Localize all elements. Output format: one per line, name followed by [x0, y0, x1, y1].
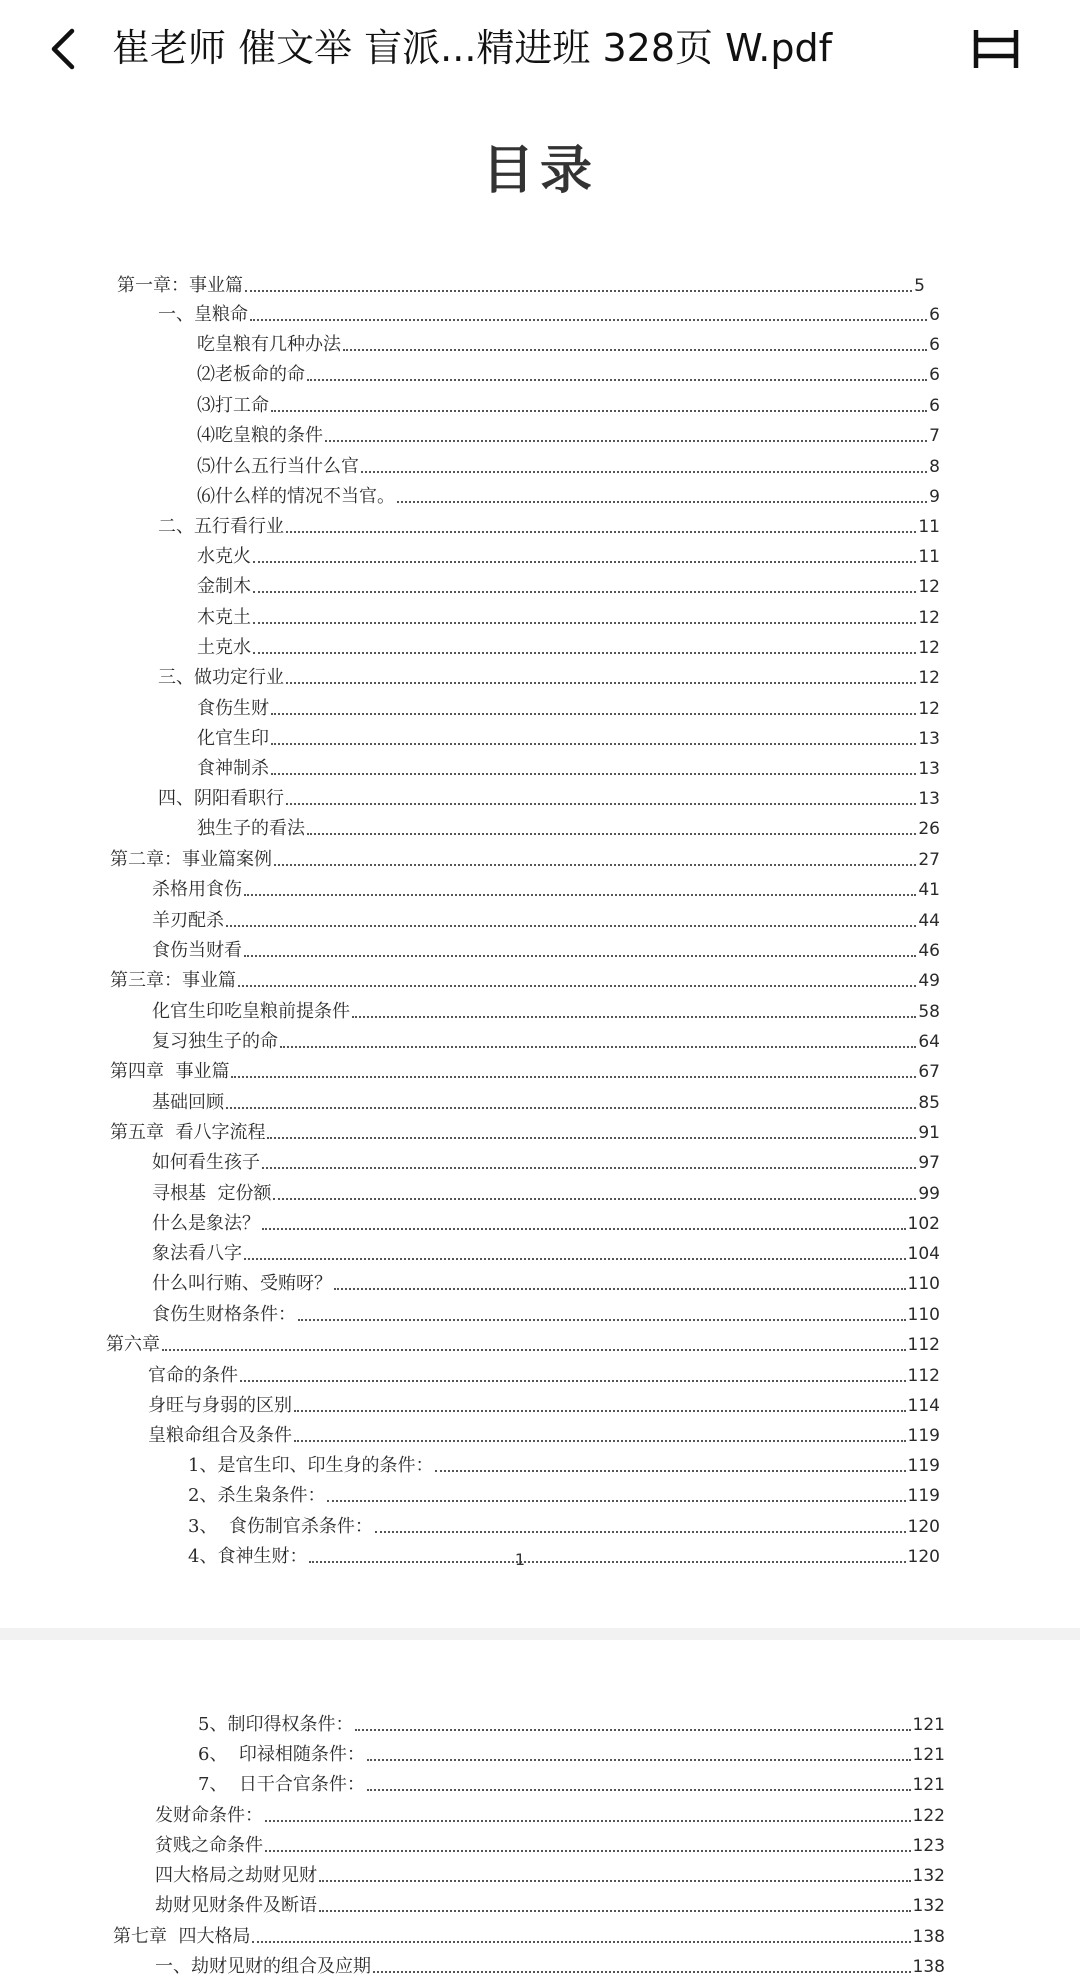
toc-entry-title: 象法看八字	[152, 1243, 242, 1264]
toc-leader-dots	[319, 1880, 911, 1882]
toc-entry-page: 110	[907, 1305, 940, 1325]
toc-entry-page: 12	[918, 668, 940, 688]
toc-entry[interactable]	[110, 966, 940, 992]
toc-entry-page: 132	[912, 1896, 945, 1916]
toc-entry[interactable]	[197, 603, 940, 629]
reader-menu-button[interactable]	[968, 24, 1024, 74]
toc-entry[interactable]	[152, 997, 940, 1023]
toc-leader-dots	[307, 379, 927, 381]
toc-entry-title: 化官生印吃皇粮前提条件	[152, 1001, 350, 1022]
toc-entry-title: 第一章：事业篇	[117, 275, 243, 296]
toc-leader-dots	[307, 833, 916, 835]
toc-leader-dots	[262, 1167, 916, 1169]
toc-entry-page: 132	[912, 1866, 945, 1886]
toc-entry-title: ⑶打工命	[197, 395, 269, 416]
reader-layout-icon	[972, 26, 1020, 72]
toc-entry[interactable]	[197, 421, 940, 447]
toc-entry[interactable]	[148, 1421, 940, 1447]
toc-entry-title: 独生子的看法	[197, 818, 305, 839]
toc-title: 目录	[481, 141, 598, 201]
toc-leader-dots	[271, 773, 916, 775]
toc-entry-title: ⑵老板命的命	[197, 364, 305, 385]
toc-leader-dots	[352, 1016, 916, 1018]
toc-entry[interactable]	[148, 1361, 940, 1387]
toc-entry-page: 120	[907, 1517, 940, 1537]
toc-entry-page: 26	[918, 819, 940, 839]
toc-entry[interactable]	[197, 452, 940, 478]
toc-entry-title: 3、 食伤制官杀条件：	[188, 1516, 373, 1537]
toc-entry[interactable]	[197, 542, 940, 568]
toc-leader-dots	[262, 1228, 906, 1230]
toc-entry-page: 6	[929, 305, 940, 325]
toc-entry-page: 12	[918, 638, 940, 658]
toc-leader-dots	[253, 561, 916, 563]
toc-entry-page: 12	[918, 577, 940, 597]
toc-entry-title: 二、五行看行业	[158, 516, 284, 537]
toc-leader-dots	[343, 349, 927, 351]
toc-entry[interactable]	[188, 1451, 940, 1477]
chevron-left-icon	[48, 27, 78, 71]
toc-entry-title: 吃皇粮有几种办法	[197, 334, 341, 355]
toc-leader-dots	[244, 894, 916, 896]
toc-leader-dots	[274, 864, 916, 866]
back-button[interactable]	[38, 24, 88, 74]
toc-entry-page: 6	[929, 396, 940, 416]
toc-leader-dots	[319, 1910, 911, 1912]
toc-entry[interactable]	[155, 1831, 945, 1857]
toc-entry-title: 1、是官生印、印生身的条件：	[188, 1455, 434, 1476]
toc-entry-title: 如何看生孩子	[152, 1152, 260, 1173]
toc-entry-page: 8	[929, 457, 940, 477]
toc-entry-page: 112	[907, 1335, 940, 1355]
toc-leader-dots	[252, 1941, 910, 1943]
toc-entry-title: 7、 日干合官条件：	[198, 1774, 365, 1795]
toc-entry-page: 12	[918, 608, 940, 628]
toc-entry-title: 木克土	[197, 607, 251, 628]
toc-leader-dots	[226, 925, 916, 927]
toc-entry-title: 5、制印得权条件：	[198, 1714, 354, 1735]
toc-entry-page: 6	[929, 365, 940, 385]
toc-entry[interactable]	[152, 906, 940, 932]
toc-entry[interactable]	[152, 1209, 940, 1235]
page-separator	[0, 1628, 1080, 1640]
toc-leader-dots	[238, 985, 916, 987]
toc-entry-page: 138	[912, 1927, 945, 1947]
toc-leader-dots	[245, 290, 912, 292]
toc-entry-title: ⑸什么五行当什么官	[197, 456, 359, 477]
toc-entry[interactable]	[152, 1088, 940, 1114]
toc-entry-title: 食伤生财格条件：	[152, 1304, 296, 1325]
toc-entry-title: 寻根基 定份额	[152, 1183, 272, 1204]
toc-entry-page: 27	[918, 850, 940, 870]
toc-entry-title: 四、阴阳看职行	[158, 788, 284, 809]
toc-entry[interactable]	[106, 1330, 940, 1356]
toc-entry-page: 85	[918, 1093, 940, 1113]
toc-entry-title: 第五章 看八字流程	[110, 1122, 266, 1143]
toc-leader-dots	[286, 803, 916, 805]
toc-entry-page: 13	[918, 729, 940, 749]
toc-entry[interactable]	[158, 663, 940, 689]
toc-leader-dots	[250, 319, 927, 321]
toc-entry-page: 104	[907, 1244, 940, 1264]
toc-leader-dots	[267, 1137, 916, 1139]
toc-entry[interactable]	[197, 754, 940, 780]
toc-entry-page: 138	[912, 1957, 945, 1977]
toc-entry[interactable]	[152, 1148, 940, 1174]
toc-entry-page: 46	[918, 941, 940, 961]
toc-entry[interactable]	[155, 1861, 945, 1887]
toc-leader-dots	[435, 1470, 905, 1472]
toc-entry-page: 112	[907, 1366, 940, 1386]
toc-entry-title: 一、劫财见财的组合及应期	[155, 1956, 371, 1977]
toc-entry[interactable]	[113, 1922, 945, 1948]
toc-entry[interactable]	[110, 845, 940, 871]
toc-entry-page: 49	[918, 971, 940, 991]
toc-leader-dots	[271, 713, 916, 715]
toc-entry-title: 第二章：事业篇案例	[110, 849, 272, 870]
toc-entry[interactable]	[155, 1891, 945, 1917]
toc-entry-page: 119	[907, 1486, 940, 1506]
toc-entry-title: 一、皇粮命	[158, 304, 248, 325]
toc-entry-title: 土克水	[197, 637, 251, 658]
toc-entry-page: 122	[912, 1806, 945, 1826]
toc-leader-dots	[334, 1288, 906, 1290]
toc-entry[interactable]	[197, 391, 940, 417]
toc-leader-dots	[226, 1107, 916, 1109]
toc-entry[interactable]	[158, 784, 940, 810]
toc-entry-page: 121	[912, 1745, 945, 1765]
toc-entry-title: 四大格局之劫财见财	[155, 1865, 317, 1886]
toc-entry-title: 皇粮命组合及条件	[148, 1425, 292, 1446]
toc-entry-page: 44	[918, 911, 940, 931]
pdf-page-2	[0, 1640, 1080, 1988]
toc-entry-title: 食伤生财	[197, 698, 269, 719]
toc-leader-dots	[244, 955, 916, 957]
toc-entry-page: 114	[907, 1396, 940, 1416]
toc-entry[interactable]	[152, 1027, 940, 1053]
toc-entry[interactable]	[155, 1801, 945, 1827]
toc-entry-page: 102	[907, 1214, 940, 1234]
toc-entry[interactable]	[148, 1391, 940, 1417]
toc-entry-title: 羊刃配杀	[152, 910, 224, 931]
toc-entry[interactable]	[117, 271, 925, 297]
toc-leader-dots	[294, 1440, 906, 1442]
toc-entry[interactable]	[188, 1481, 940, 1507]
toc-entry[interactable]	[155, 1952, 945, 1978]
toc-leader-dots	[271, 410, 927, 412]
toc-leader-dots	[265, 1850, 911, 1852]
toc-entry[interactable]	[188, 1512, 940, 1538]
toc-entry-page: 99	[918, 1184, 940, 1204]
toc-entry[interactable]	[152, 875, 940, 901]
toc-entry[interactable]	[197, 814, 940, 840]
toc-entry[interactable]	[110, 1057, 940, 1083]
toc-entry-page: 11	[918, 517, 940, 537]
toc-leader-dots	[244, 1258, 906, 1260]
toc-entry-title: ⑹什么样的情况不当官。	[197, 486, 395, 507]
toc-entry[interactable]	[152, 1239, 940, 1265]
toc-entry-title: 6、 印禄相随条件：	[198, 1744, 365, 1765]
toc-entry-page: 6	[929, 335, 940, 355]
toc-leader-dots	[373, 1971, 911, 1973]
toc-entry-page: 121	[912, 1775, 945, 1795]
toc-entry-page: 11	[918, 547, 940, 567]
toc-entry-title: 金制木	[197, 576, 251, 597]
toc-leader-dots	[162, 1349, 906, 1351]
toc-entry-title: 劫财见财条件及断语	[155, 1895, 317, 1916]
toc-leader-dots	[294, 1410, 906, 1412]
top-bar	[0, 0, 1080, 99]
toc-leader-dots	[327, 1500, 905, 1502]
toc-entry-title: 身旺与身弱的区别	[148, 1395, 292, 1416]
toc-entry[interactable]	[197, 633, 940, 659]
toc-leader-dots	[355, 1729, 910, 1731]
toc-entry-page: 5	[914, 276, 925, 296]
toc-entry-title: 贫贱之命条件	[155, 1835, 263, 1856]
toc-entry-page: 119	[907, 1426, 940, 1446]
toc-entry-page: 7	[929, 426, 940, 446]
toc-entry[interactable]	[197, 572, 940, 598]
toc-entry-page: 67	[918, 1062, 940, 1082]
toc-entry-title: 4、食神生财：	[188, 1546, 308, 1567]
toc-entry-title: 第七章 四大格局	[113, 1926, 251, 1947]
toc-entry[interactable]	[110, 1118, 940, 1144]
toc-leader-dots	[367, 1789, 911, 1791]
toc-leader-dots	[271, 743, 916, 745]
toc-entry-title: 官命的条件	[148, 1365, 238, 1386]
toc-entry-page: 110	[907, 1274, 940, 1294]
toc-entry-page: 91	[918, 1123, 940, 1143]
toc-entry-title: 基础回顾	[152, 1092, 224, 1113]
toc-entry-title: 第六章	[106, 1334, 160, 1355]
toc-entry[interactable]	[197, 694, 940, 720]
toc-entry[interactable]	[152, 1179, 940, 1205]
toc-entry-page: 97	[918, 1153, 940, 1173]
toc-entry-title: 食伤当财看	[152, 940, 242, 961]
toc-entry-page: 12	[918, 699, 940, 719]
toc-entry-page: 41	[918, 880, 940, 900]
toc-leader-dots	[286, 682, 916, 684]
document-title: 崔老师 催文举 盲派...精进班 328页 W.pdf	[112, 26, 832, 70]
toc-entry[interactable]	[152, 936, 940, 962]
toc-leader-dots	[298, 1319, 906, 1321]
toc-entry-title: 食神制杀	[197, 758, 269, 779]
toc-entry-page: 119	[907, 1456, 940, 1476]
toc-entry-page: 58	[918, 1002, 940, 1022]
toc-entry-title: 第三章：事业篇	[110, 970, 236, 991]
toc-entry[interactable]	[158, 300, 940, 326]
toc-leader-dots	[286, 531, 916, 533]
toc-leader-dots	[367, 1759, 911, 1761]
toc-leader-dots	[280, 1046, 916, 1048]
toc-leader-dots	[253, 591, 916, 593]
toc-leader-dots	[375, 1531, 906, 1533]
page-number: 1	[514, 1550, 526, 1569]
toc-entry-page: 120	[907, 1547, 940, 1567]
toc-leader-dots	[253, 652, 916, 654]
toc-entry-page: 123	[912, 1836, 945, 1856]
toc-leader-dots	[273, 1198, 916, 1200]
toc-entry-title: ⑷吃皇粮的条件	[197, 425, 323, 446]
toc-entry-title: 什么是象法？	[152, 1213, 260, 1234]
toc-entry[interactable]	[197, 360, 940, 386]
toc-entry-title: 什么叫行贿、受贿呀？	[152, 1273, 332, 1294]
toc-entry[interactable]	[197, 724, 940, 750]
toc-entry[interactable]	[198, 1770, 945, 1796]
toc-entry-title: 第四章 事业篇	[110, 1061, 230, 1082]
toc-leader-dots	[325, 440, 927, 442]
toc-entry-page: 13	[918, 759, 940, 779]
toc-entry[interactable]	[158, 512, 940, 538]
toc-leader-dots	[361, 471, 927, 473]
pdf-page-1	[0, 98, 1080, 1628]
toc-entry[interactable]	[198, 1710, 945, 1736]
toc-entry-page: 9	[929, 487, 940, 507]
toc-entry[interactable]	[198, 1740, 945, 1766]
toc-entry-title: 杀格用食伤	[152, 879, 242, 900]
toc-entry-page: 13	[918, 789, 940, 809]
toc-entry-title: 2、杀生枭条件：	[188, 1485, 326, 1506]
toc-entry-title: 水克火	[197, 546, 251, 567]
toc-entry[interactable]	[197, 330, 940, 356]
toc-leader-dots	[240, 1380, 906, 1382]
toc-entry-title: 化官生印	[197, 728, 269, 749]
toc-leader-dots	[397, 501, 927, 503]
toc-entry[interactable]	[152, 1300, 940, 1326]
toc-leader-dots	[265, 1820, 911, 1822]
toc-entry[interactable]	[197, 482, 940, 508]
toc-entry-page: 64	[918, 1032, 940, 1052]
toc-entry-title: 复习独生子的命	[152, 1031, 278, 1052]
toc-entry-page: 121	[912, 1715, 945, 1735]
toc-leader-dots	[231, 1076, 916, 1078]
toc-entry-title: 三、做功定行业	[158, 667, 284, 688]
toc-leader-dots	[253, 622, 916, 624]
toc-entry-title: 发财命条件：	[155, 1805, 263, 1826]
toc-entry[interactable]	[152, 1269, 940, 1295]
